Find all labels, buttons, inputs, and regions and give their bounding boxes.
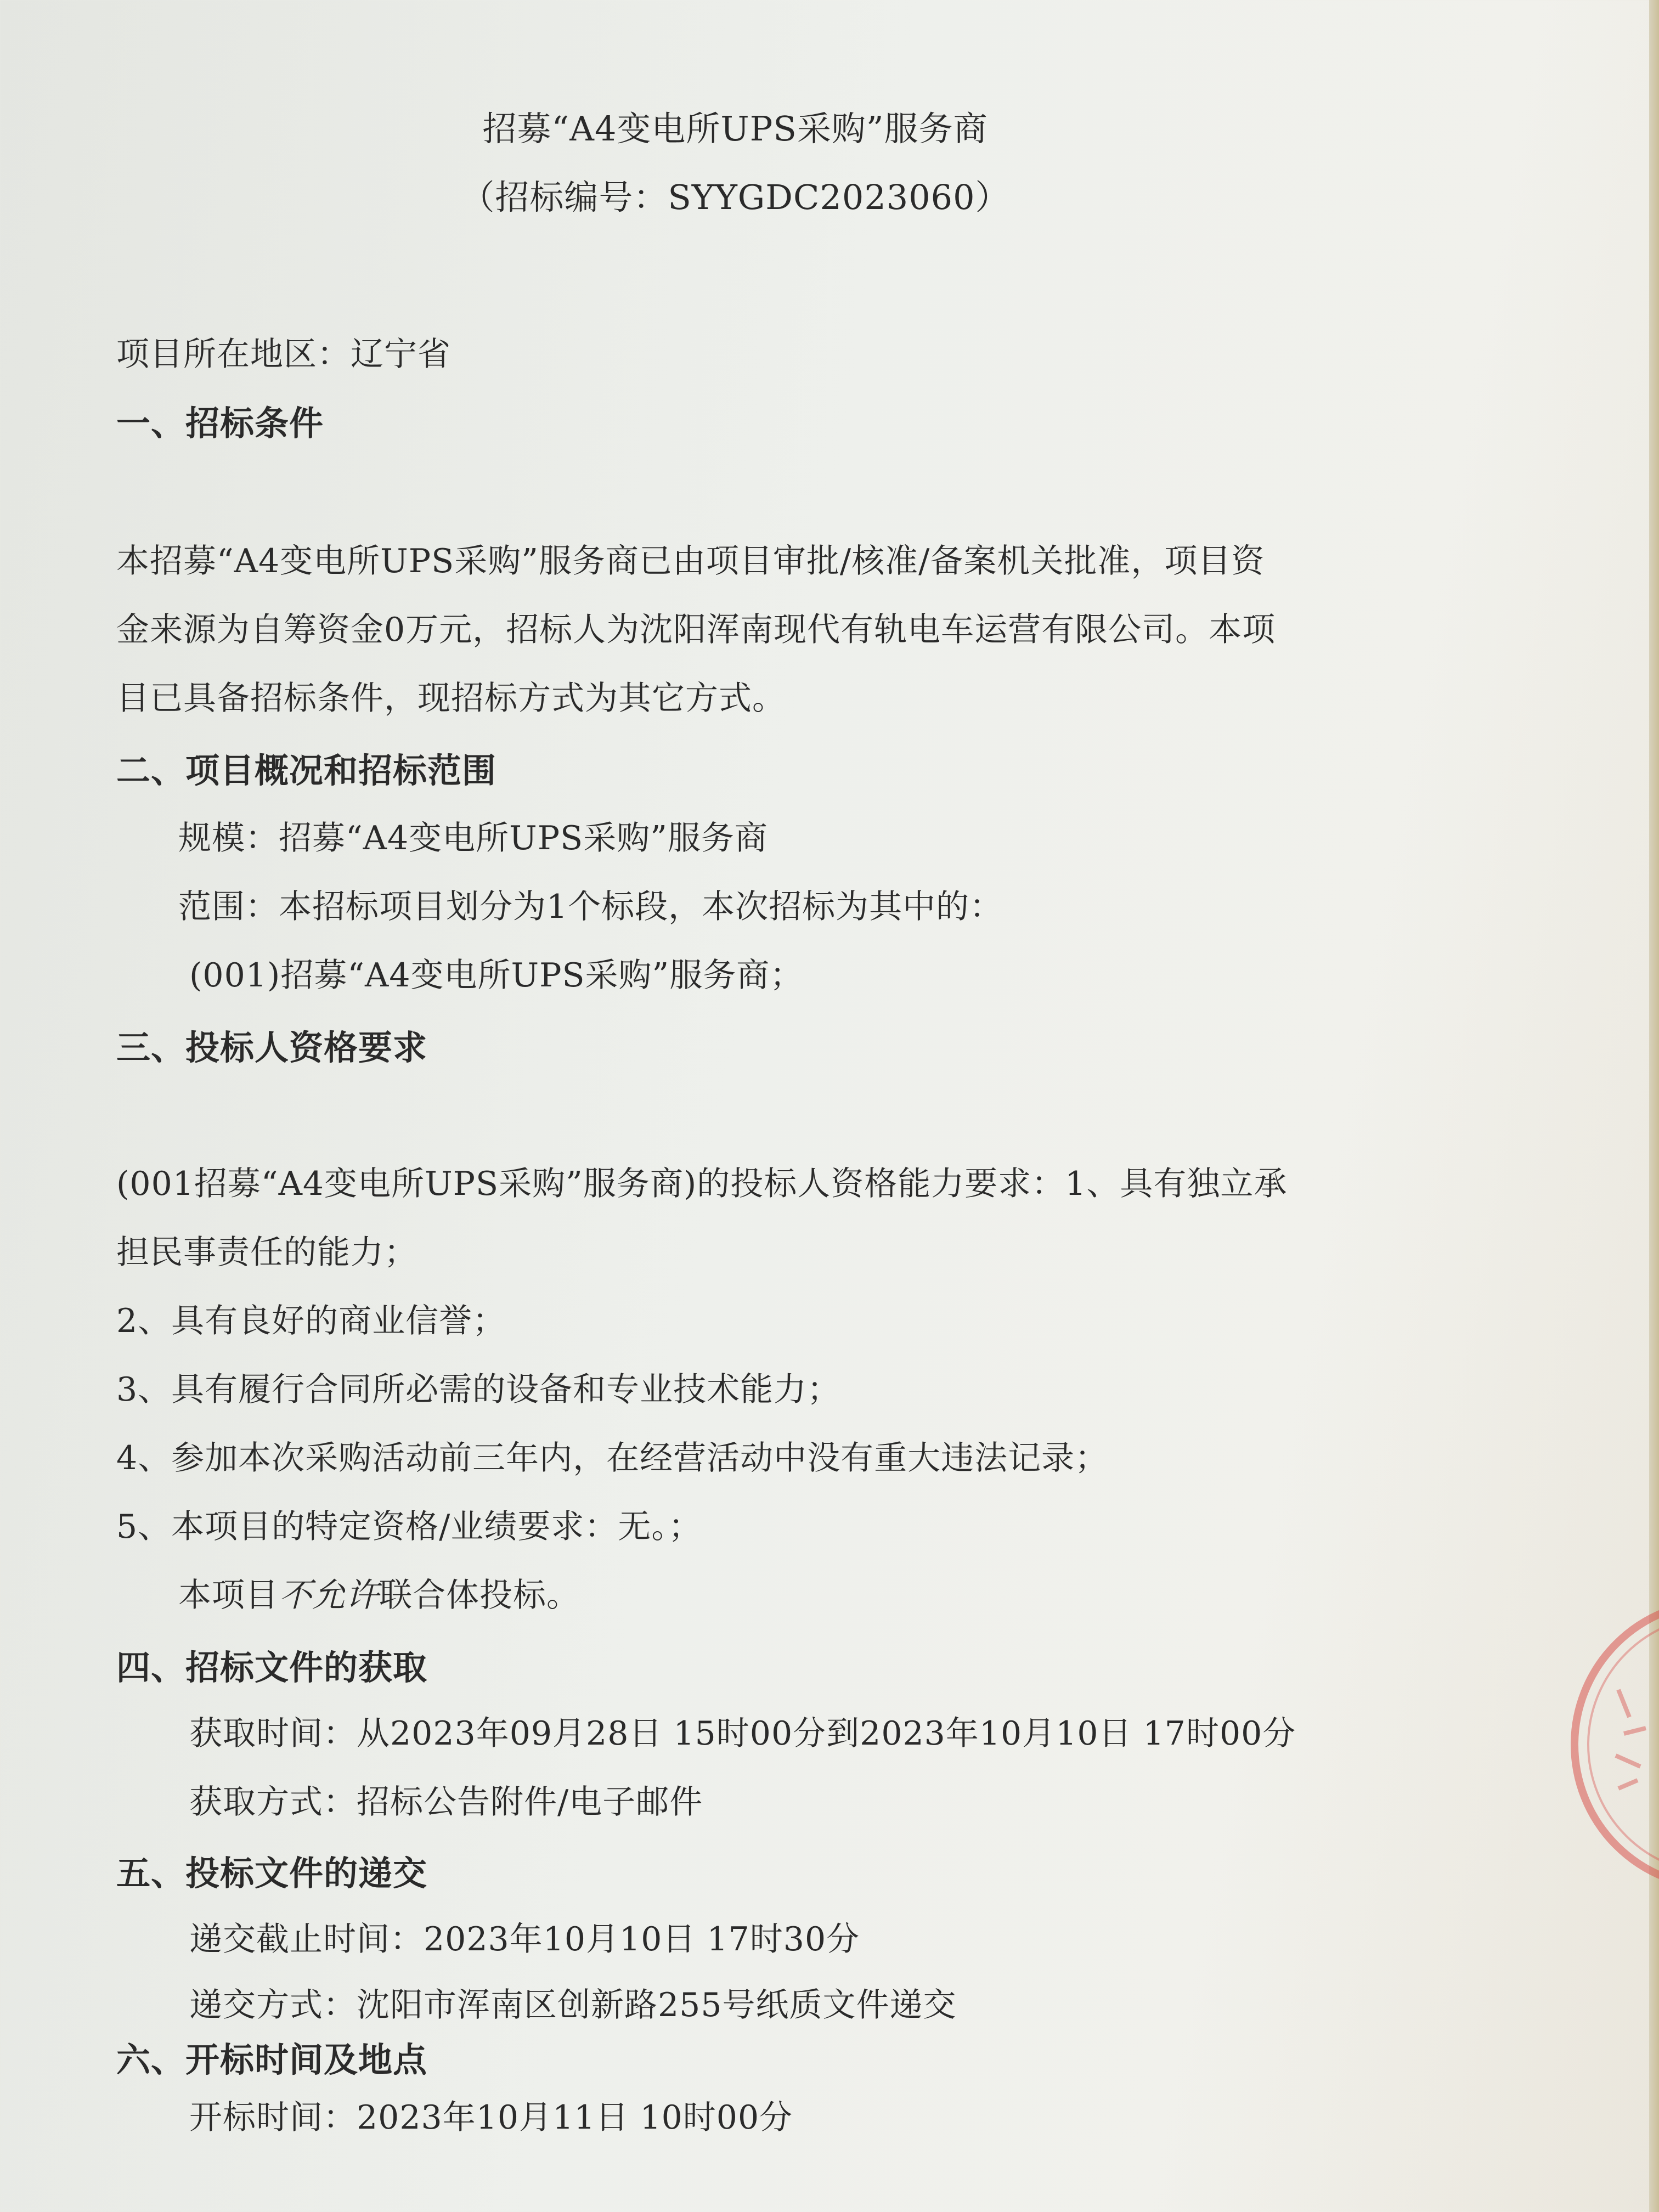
s3-req-3: 3、具有履行合同所必需的设备和专业技术能力；: [116, 1370, 841, 1409]
s3-req-1b: 担民事责任的能力；: [116, 1233, 417, 1272]
s2-scope: 范围：本招标项目划分为1个标段，本次招标为其中的：: [178, 888, 1003, 926]
s3-req-1a: (001招募“A4变电所UPS采购”服务商)的投标人资格能力要求：1、具有独立承: [116, 1165, 1288, 1203]
section-5-heading: 五、投标文件的递交: [116, 1853, 428, 1893]
doc-title: 招募“A4变电所UPS采购”服务商: [482, 109, 988, 149]
s5-deadline: 递交截止时间：2023年10月10日 17时30分: [189, 1920, 860, 1959]
s1-para-line-2: 金来源为自筹资金0万元，招标人为沈阳浑南现代有轨电车运营有限公司。本项: [116, 611, 1276, 649]
s4-time: 获取时间：从2023年09月28日 15时00分到2023年10月10日 17时00分: [189, 1714, 1296, 1753]
tender-number: （招标编号：SYYGDC2023060）: [460, 177, 1010, 217]
project-region: 项目所在地区：辽宁省: [116, 335, 451, 374]
s5-method: 递交方式：沈阳市浑南区创新路255号纸质文件递交: [189, 1986, 957, 2024]
s1-para-line-1: 本招募“A4变电所UPS采购”服务商已由项目审批/核准/备案机关批准，项目资: [116, 542, 1265, 580]
s6-time: 开标时间：2023年10月11日 10时00分: [189, 2098, 793, 2137]
section-2-heading: 二、项目概况和招标范围: [116, 751, 497, 791]
s2-scale: 规模：招募“A4变电所UPS采购”服务商: [178, 819, 768, 857]
section-3-heading: 三、投标人资格要求: [116, 1028, 428, 1068]
s3-req-4: 4、参加本次采购活动前三年内，在经营活动中没有重大违法记录；: [116, 1439, 1109, 1477]
section-1-heading: 一、招标条件: [116, 403, 324, 443]
red-seal-stamp-icon: [1564, 1591, 1659, 1898]
s1-para-line-3: 目已具备招标条件，现招标方式为其它方式。: [116, 679, 786, 718]
section-6-heading: 六、开标时间及地点: [116, 2040, 428, 2080]
s2-lot: (001)招募“A4变电所UPS采购”服务商；: [189, 956, 804, 995]
s3-req-2: 2、具有良好的商业信誉；: [116, 1302, 506, 1340]
consortium-not-allowed: 不允许: [279, 1576, 379, 1615]
s3-req-5: 5、本项目的特定资格/业绩要求：无。；: [116, 1508, 702, 1546]
consortium-post: 联合体投标。: [379, 1576, 580, 1615]
consortium-pre: 本项目: [178, 1576, 279, 1615]
s3-consortium: [178, 1569, 580, 1616]
s4-method: 获取方式：招标公告附件/电子邮件: [189, 1783, 703, 1821]
section-4-heading: 四、招标文件的获取: [116, 1647, 428, 1688]
